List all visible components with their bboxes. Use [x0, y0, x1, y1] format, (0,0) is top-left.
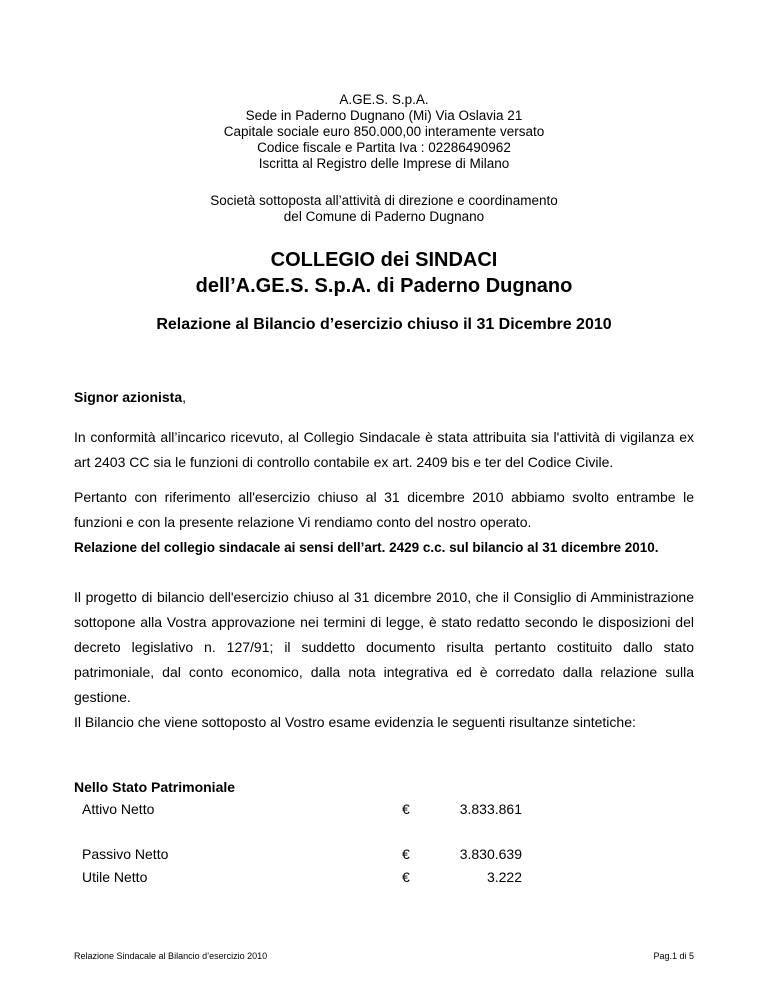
paragraph-3: Relazione del collegio sindacale ai sensi dell’art. 2429 c.c. sul bilancio al 31 dicembre 2010.	[74, 540, 659, 555]
row-currency: €	[402, 846, 410, 862]
salutation	[74, 385, 694, 410]
footer-title: Relazione Sindacale al Bilancio d’esercizio 2010	[74, 951, 268, 961]
salutation-text: Signor azionista	[74, 389, 183, 405]
row-value: 3.833.861	[459, 801, 522, 817]
document-subtitle: Relazione al Bilancio d’esercizio chiuso il 31 Dicembre 2010	[156, 316, 612, 333]
direction-line: del Comune di Paderno Dugnano	[283, 209, 485, 224]
row-label: Attivo Netto	[82, 801, 155, 817]
header-line: A.GE.S. S.p.A.	[339, 92, 429, 107]
paragraph-4: Il progetto di bilancio dell'esercizio chiuso al 31 dicembre 2010, che il Consiglio di Amministrazione sottopone alla Vostra approvazione nei termini di legge, è stato redatto secondo le disposizioni del decreto legislativo n. 127/91; il suddetto documento risulta pertanto costituito dallo stato patrimoniale, dal conto economico, dalla nota integrativa ed è corredato dalla relazione sulla gestione.	[74, 589, 694, 705]
row-label: Passivo Netto	[82, 846, 169, 862]
company-header	[0, 92, 768, 172]
paragraph-2: Pertanto con riferimento all'esercizio chiuso al 31 dicembre 2010 abbiamo svolto entrambe le funzioni e con la presente relazione Vi rendiamo conto del nostro operato.	[74, 489, 694, 530]
row-value: 3.222	[486, 869, 522, 885]
document-title	[0, 247, 768, 299]
title-line-2: dell’A.GE.S. S.p.A. di Paderno Dugnano	[195, 275, 573, 297]
direction-line: Società sottoposta all’attività di direzione e coordinamento	[210, 193, 558, 208]
paragraph-5: Il Bilancio che viene sottoposto al Vostro esame evidenzia le seguenti risultanze sintetiche:	[74, 714, 636, 730]
header-line: Codice fiscale e Partita Iva : 02286490962	[257, 140, 511, 155]
paragraph-1: In conformità all’incarico ricevuto, al Collegio Sindacale è stata attribuita sia l'attività di vigilanza ex art 2403 CC sia le funzioni di controllo contabile ex art. 2409 bis e ter del Codice Civile.	[74, 429, 694, 470]
row-label: Utile Netto	[82, 869, 148, 885]
page-number: Pag.1 di 5	[653, 951, 694, 961]
row-currency: €	[402, 869, 410, 885]
direction-note	[0, 193, 768, 225]
header-line: Sede in Paderno Dugnano (Mi) Via Oslavia 21	[245, 108, 523, 123]
header-line: Iscritta al Registro delle Imprese di Milano	[258, 156, 510, 171]
row-value: 3.830.639	[459, 846, 522, 862]
header-line: Capitale sociale euro 850.000,00 interamente versato	[223, 124, 545, 139]
salutation-punct: ,	[182, 389, 187, 405]
stato-heading: Nello Stato Patrimoniale	[74, 779, 236, 795]
title-line-1: COLLEGIO dei SINDACI	[270, 249, 498, 271]
row-currency: €	[402, 801, 410, 817]
